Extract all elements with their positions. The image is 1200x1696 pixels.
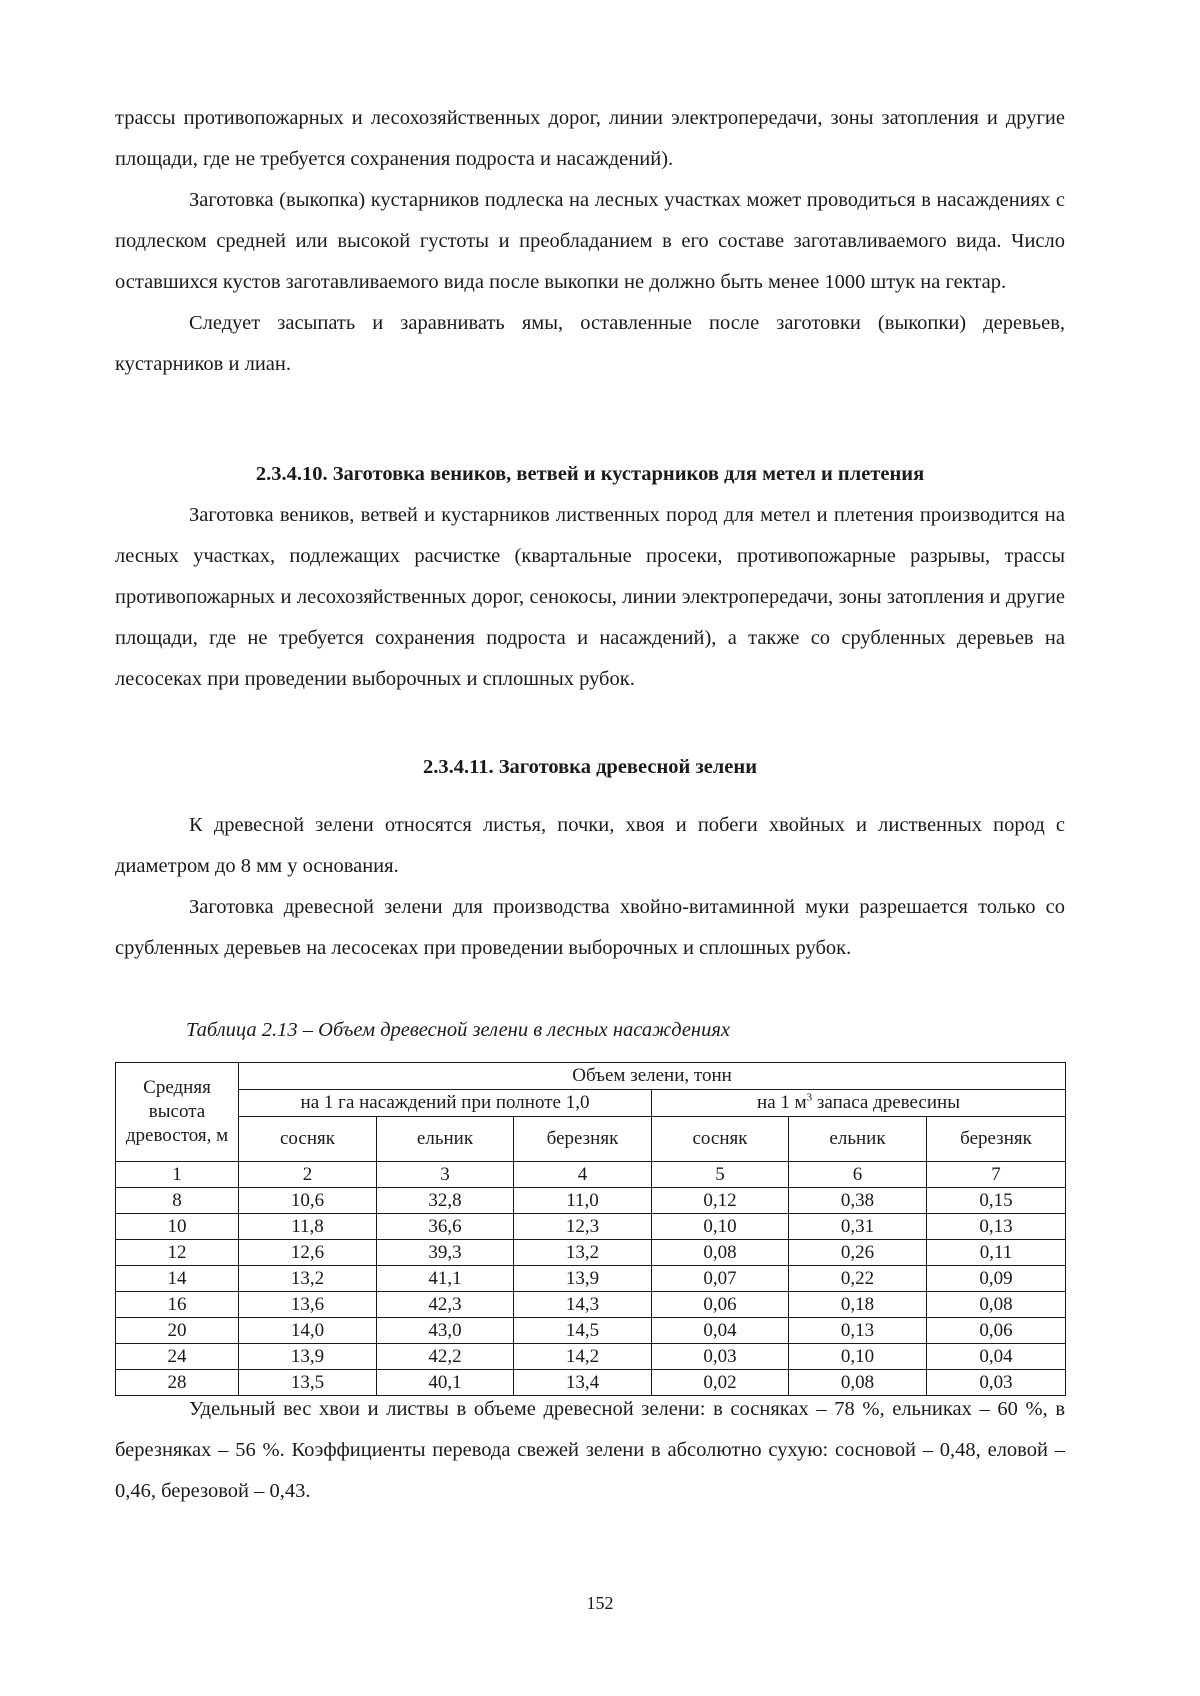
volume-cell: 14,2 — [514, 1344, 652, 1370]
volume-cell: 11,0 — [514, 1188, 652, 1214]
volume-cell: 0,09 — [927, 1266, 1066, 1292]
volume-cell: 39,3 — [377, 1240, 514, 1266]
volume-cell: 0,08 — [927, 1292, 1066, 1318]
paragraph-greenery-definition: К древесной зелени относятся листья, почки, хвоя и побеги хвойных и лиственных пород с диаметром до 8 мм у основания. — [115, 814, 1065, 877]
row-height-value: 16 — [116, 1292, 239, 1318]
table-caption: Таблица 2.13 – Объем древесной зелени в лесных насаждениях — [186, 1019, 730, 1041]
volume-cell: 0,31 — [789, 1214, 927, 1240]
section-brooms-text — [115, 495, 1065, 700]
closing-text — [115, 1389, 1065, 1512]
column-number: 1 — [116, 1162, 239, 1188]
header-species: ельник — [789, 1117, 927, 1162]
volume-cell: 0,38 — [789, 1188, 927, 1214]
row-height-value: 10 — [116, 1214, 239, 1240]
column-number: 2 — [239, 1162, 377, 1188]
header-volume-group: Объем зелени, тонн — [239, 1063, 1066, 1090]
volume-cell: 13,2 — [514, 1240, 652, 1266]
volume-cell: 0,26 — [789, 1240, 927, 1266]
paragraph-continuation: трассы противопожарных и лесохозяйственных дорог, линии электропередачи, зоны затопления и другие площади, где не требуется сохранения подроста и насаждений). — [115, 107, 1065, 170]
volume-cell: 13,6 — [239, 1292, 377, 1318]
row-height-value: 24 — [116, 1344, 239, 1370]
table-row — [116, 1266, 1066, 1292]
header-per-cubic-meter: на 1 $м^3$ запаса древесины — [652, 1090, 1066, 1117]
volume-cell: 0,04 — [927, 1344, 1066, 1370]
column-number-row — [116, 1162, 1066, 1188]
volume-cell: 10,6 — [239, 1188, 377, 1214]
volume-cell: 0,08 — [652, 1240, 789, 1266]
volume-cell: 0,22 — [789, 1266, 927, 1292]
column-number: 3 — [377, 1162, 514, 1188]
volume-cell: 0,07 — [652, 1266, 789, 1292]
column-number: 6 — [789, 1162, 927, 1188]
table-row — [116, 1292, 1066, 1318]
volume-cell: 42,2 — [377, 1344, 514, 1370]
volume-cell: 0,13 — [789, 1318, 927, 1344]
header-species: сосняк — [239, 1117, 377, 1162]
paragraph-greenery-harvest: Заготовка древесной зелени для производства хвойно-витаминной муки разрешается только со срубленных деревьев на лесосеках при проведении выборочных и сплошных рубок. — [115, 896, 1065, 959]
volume-cell: 12,6 — [239, 1240, 377, 1266]
table-row — [116, 1240, 1066, 1266]
volume-cell: 14,5 — [514, 1318, 652, 1344]
intro-text — [115, 98, 1065, 385]
volume-cell: 0,11 — [927, 1240, 1066, 1266]
volume-cell: 41,1 — [377, 1266, 514, 1292]
volume-cell: 13,9 — [239, 1344, 377, 1370]
volume-cell: 42,3 — [377, 1292, 514, 1318]
volume-cell: 0,15 — [927, 1188, 1066, 1214]
section-heading-greenery: 2.3.4.11. Заготовка древесной зелени — [422, 756, 758, 778]
row-height-value: 20 — [116, 1318, 239, 1344]
volume-cell: 0,03 — [652, 1344, 789, 1370]
table-row — [116, 1344, 1066, 1370]
header-species: ельник — [377, 1117, 514, 1162]
paragraph-shrub-digging: Заготовка (выкопка) кустарников подлеска на лесных участках может проводиться в насаждениях с подлеском средней или высокой густоты и преобладанием в его составе заготавливаемого вида. Число оставшихся кустов заготавливаемого вида после выкопки не должно быть менее 1000 штук на гектар. — [115, 189, 1065, 293]
volume-cell: 0,13 — [927, 1214, 1066, 1240]
volume-cell: 13,2 — [239, 1266, 377, 1292]
table-row — [116, 1188, 1066, 1214]
column-number: 5 — [652, 1162, 789, 1188]
paragraph-fill-pits: Следует засыпать и заравнивать ямы, оставленные после заготовки (выкопки) деревьев, кустарников и лиан. — [115, 312, 1065, 375]
row-height-value: 8 — [116, 1188, 239, 1214]
volume-cell: 0,10 — [789, 1344, 927, 1370]
volume-cell: 40,1 — [377, 1370, 514, 1396]
volume-cell: 14,3 — [514, 1292, 652, 1318]
table-body — [116, 1188, 1066, 1396]
column-number: 7 — [927, 1162, 1066, 1188]
volume-cell: 0,06 — [927, 1318, 1066, 1344]
section-greenery-text — [115, 805, 1065, 969]
header-species: березняк — [514, 1117, 652, 1162]
volume-cell: 0,06 — [652, 1292, 789, 1318]
volume-cell: 13,9 — [514, 1266, 652, 1292]
row-height-value: 12 — [116, 1240, 239, 1266]
volume-cell: 13,5 — [239, 1370, 377, 1396]
table-row — [116, 1214, 1066, 1240]
paragraph-brooms: Заготовка веников, ветвей и кустарников лиственных пород для метел и плетения производится на лесных участках, подлежащих расчистке (квартальные просеки, противопожарные разрывы, трассы противопожарных и лесохозяйственных дорог, сенокосы, линии электропередачи, зоны затопления и другие площади, где не требуется сохранения подроста и насаждений), а также со срубленных деревьев на лесосеках при проведении выборочных и сплошных рубок. — [115, 504, 1065, 690]
volume-cell: 13,4 — [514, 1370, 652, 1396]
volume-cell: 0,04 — [652, 1318, 789, 1344]
volume-cell: 0,03 — [927, 1370, 1066, 1396]
volume-cell: 14,0 — [239, 1318, 377, 1344]
header-avg-height: Средняя высота древостоя, м — [116, 1063, 239, 1162]
row-height-value: 28 — [116, 1370, 239, 1396]
greenery-volume-table — [115, 1062, 1066, 1396]
volume-cell: 32,8 — [377, 1188, 514, 1214]
section-heading-brooms: 2.3.4.10. Заготовка веников, ветвей и кустарников для метел и плетения — [255, 463, 925, 485]
volume-cell: 0,10 — [652, 1214, 789, 1240]
volume-cell: 11,8 — [239, 1214, 377, 1240]
volume-cell: 0,08 — [789, 1370, 927, 1396]
row-height-value: 14 — [116, 1266, 239, 1292]
column-number: 4 — [514, 1162, 652, 1188]
volume-cell: 43,0 — [377, 1318, 514, 1344]
header-species: березняк — [927, 1117, 1066, 1162]
volume-cell: 12,3 — [514, 1214, 652, 1240]
volume-cell: 0,18 — [789, 1292, 927, 1318]
page-number: 152 — [586, 1593, 614, 1613]
volume-cell: 36,6 — [377, 1214, 514, 1240]
table-row — [116, 1318, 1066, 1344]
volume-cell: 0,02 — [652, 1370, 789, 1396]
volume-cell: 0,12 — [652, 1188, 789, 1214]
header-per-hectare: на 1 га насаждений при полноте 1,0 — [239, 1090, 652, 1117]
header-species: сосняк — [652, 1117, 789, 1162]
paragraph-specific-weight: Удельный вес хвои и листвы в объеме древесной зелени: в сосняках – 78 %, ельниках – 60 %, в березняках – 56 %. Коэффициенты перевода свежей зелени в абсолютно сухую: сосновой – 0,48, еловой – 0,46, березовой – 0,43. — [115, 1398, 1065, 1502]
